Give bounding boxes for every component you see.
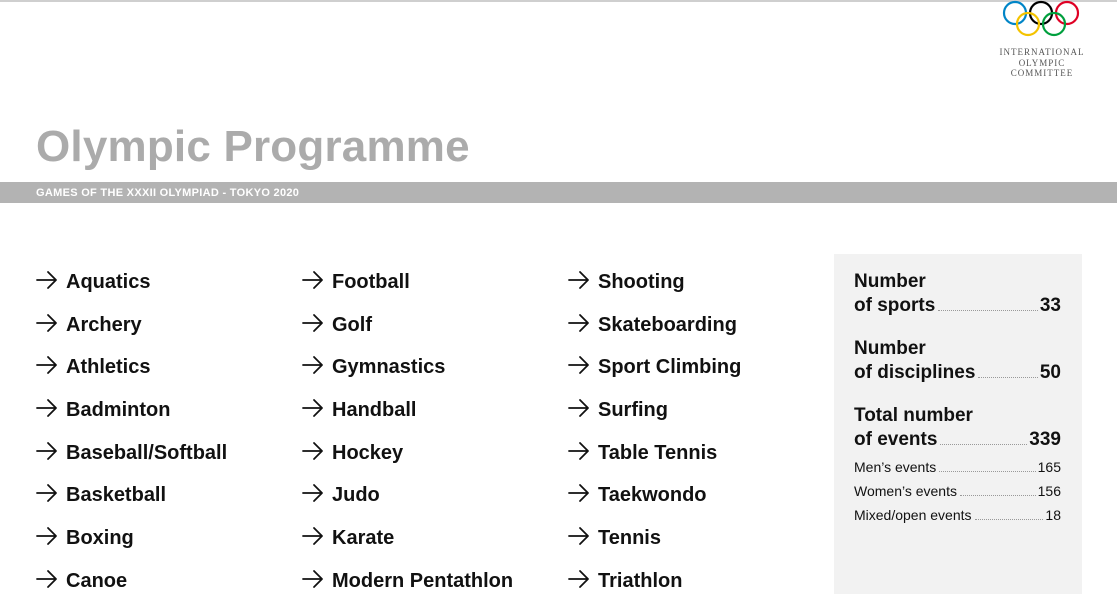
olympic-rings-icon	[1002, 0, 1082, 40]
sport-label: Basketball	[66, 484, 167, 507]
arrow-right-icon	[568, 568, 590, 590]
arrow-right-icon	[302, 397, 324, 419]
sport-item	[568, 398, 828, 441]
sport-item	[568, 313, 828, 356]
sport-item	[36, 355, 296, 398]
sport-item	[36, 526, 296, 569]
stat-disciplines-line1: Number	[854, 338, 926, 359]
ring-red	[1056, 2, 1078, 24]
sport-label: Tennis	[598, 527, 661, 550]
ioc-logo	[992, 0, 1092, 80]
sport-item	[302, 526, 562, 569]
sport-item	[302, 313, 562, 356]
sport-item	[568, 441, 828, 484]
sport-item	[568, 355, 828, 398]
dot-leader	[975, 519, 1044, 520]
arrow-right-icon	[302, 440, 324, 462]
ring-black	[1030, 2, 1052, 24]
sport-item	[36, 313, 296, 356]
sport-label: Table Tennis	[598, 441, 718, 464]
sport-item	[36, 569, 296, 612]
sport-item	[302, 270, 562, 313]
arrow-right-icon	[302, 525, 324, 547]
dot-leader	[940, 444, 1027, 445]
breakdown-value: 165	[1037, 459, 1061, 475]
sports-column-3	[568, 270, 828, 612]
dot-leader	[960, 495, 1036, 496]
subtitle: GAMES OF THE XXXII OLYMPIAD - TOKYO 2020	[36, 187, 300, 199]
dot-leader	[938, 310, 1038, 311]
stats-panel	[834, 254, 1082, 594]
stat-mens-events	[854, 459, 1061, 475]
sport-label: Sport Climbing	[598, 356, 742, 379]
sport-label: Modern Pentathlon	[332, 569, 514, 592]
ring-yellow	[1017, 13, 1039, 35]
arrow-right-icon	[568, 482, 590, 504]
arrow-right-icon	[36, 568, 58, 590]
breakdown-value: 18	[1045, 507, 1061, 523]
sport-item	[302, 355, 562, 398]
sport-label: Boxing	[66, 527, 134, 550]
sports-column-2	[302, 270, 562, 612]
stat-womens-events	[854, 483, 1061, 499]
arrow-right-icon	[568, 312, 590, 334]
sport-item	[568, 483, 828, 526]
breakdown-value: 156	[1037, 483, 1061, 499]
stat-disciplines-line2: of disciplines	[854, 362, 976, 383]
arrow-right-icon	[36, 525, 58, 547]
sport-item	[568, 526, 828, 569]
sport-item	[302, 569, 562, 612]
sport-label: Archery	[66, 313, 142, 336]
sport-item	[36, 441, 296, 484]
sport-item	[568, 270, 828, 313]
dot-leader	[939, 471, 1035, 472]
arrow-right-icon	[36, 269, 58, 291]
sport-item	[36, 483, 296, 526]
stat-events-line2: of events	[854, 429, 938, 450]
stat-events-line1: Total number	[854, 405, 973, 426]
sport-item	[302, 441, 562, 484]
arrow-right-icon	[36, 312, 58, 334]
sport-label: Hockey	[332, 441, 404, 464]
sport-item	[36, 398, 296, 441]
breakdown-label: Mixed/open events	[854, 507, 972, 523]
subtitle-bar	[0, 182, 1117, 203]
arrow-right-icon	[36, 354, 58, 376]
breakdown-label: Men’s events	[854, 459, 937, 475]
sport-item	[36, 270, 296, 313]
arrow-right-icon	[568, 440, 590, 462]
ring-blue	[1004, 2, 1026, 24]
dot-leader	[978, 377, 1037, 378]
sport-label: Judo	[332, 484, 380, 507]
arrow-right-icon	[302, 269, 324, 291]
arrow-right-icon	[36, 482, 58, 504]
logo-line-2: OLYMPIC	[1018, 57, 1066, 68]
arrow-right-icon	[302, 354, 324, 376]
logo-line-1: INTERNATIONAL	[999, 47, 1085, 57]
arrow-right-icon	[36, 397, 58, 419]
stat-events	[854, 404, 1061, 452]
arrow-right-icon	[302, 312, 324, 334]
sport-label: Gymnastics	[332, 356, 446, 379]
stat-sports	[854, 270, 1061, 318]
sport-label: Badminton	[66, 399, 171, 422]
ioc-wordmark	[992, 47, 1092, 79]
ring-green	[1043, 13, 1065, 35]
sport-label: Shooting	[598, 271, 685, 293]
sport-label: Triathlon	[598, 569, 683, 592]
sports-column-1	[36, 270, 296, 612]
top-rule	[0, 0, 1117, 2]
sport-item	[568, 569, 828, 612]
arrow-right-icon	[568, 525, 590, 547]
arrow-right-icon	[36, 440, 58, 462]
sport-label: Surfing	[598, 399, 668, 422]
logo-line-3: COMMITTEE	[1010, 68, 1074, 78]
stat-sports-line2: of sports	[854, 295, 936, 316]
arrow-right-icon	[568, 397, 590, 419]
sport-label: Baseball/Softball	[66, 441, 228, 464]
arrow-right-icon	[568, 269, 590, 291]
arrow-right-icon	[568, 354, 590, 376]
sport-label: Taekwondo	[598, 484, 707, 507]
stat-events-value: 339	[1029, 429, 1061, 450]
breakdown-label: Women’s events	[854, 483, 957, 499]
arrow-right-icon	[302, 568, 324, 590]
arrow-right-icon	[302, 482, 324, 504]
stat-disciplines	[854, 337, 1061, 385]
sport-label: Football	[332, 271, 410, 293]
stat-sports-value: 33	[1039, 295, 1061, 316]
sport-label: Handball	[332, 399, 417, 422]
sport-label: Athletics	[66, 356, 151, 379]
sport-label: Canoe	[66, 569, 128, 592]
stat-mixed-events	[854, 507, 1061, 523]
stat-sports-line1: Number	[854, 271, 926, 292]
sport-label: Golf	[332, 313, 372, 336]
sport-item	[302, 398, 562, 441]
sport-label: Karate	[332, 527, 395, 550]
sport-label: Aquatics	[66, 271, 151, 293]
stat-disciplines-value: 50	[1039, 362, 1061, 383]
page-title: Olympic Programme	[36, 122, 470, 171]
sport-item	[302, 483, 562, 526]
sport-label: Skateboarding	[598, 313, 737, 336]
